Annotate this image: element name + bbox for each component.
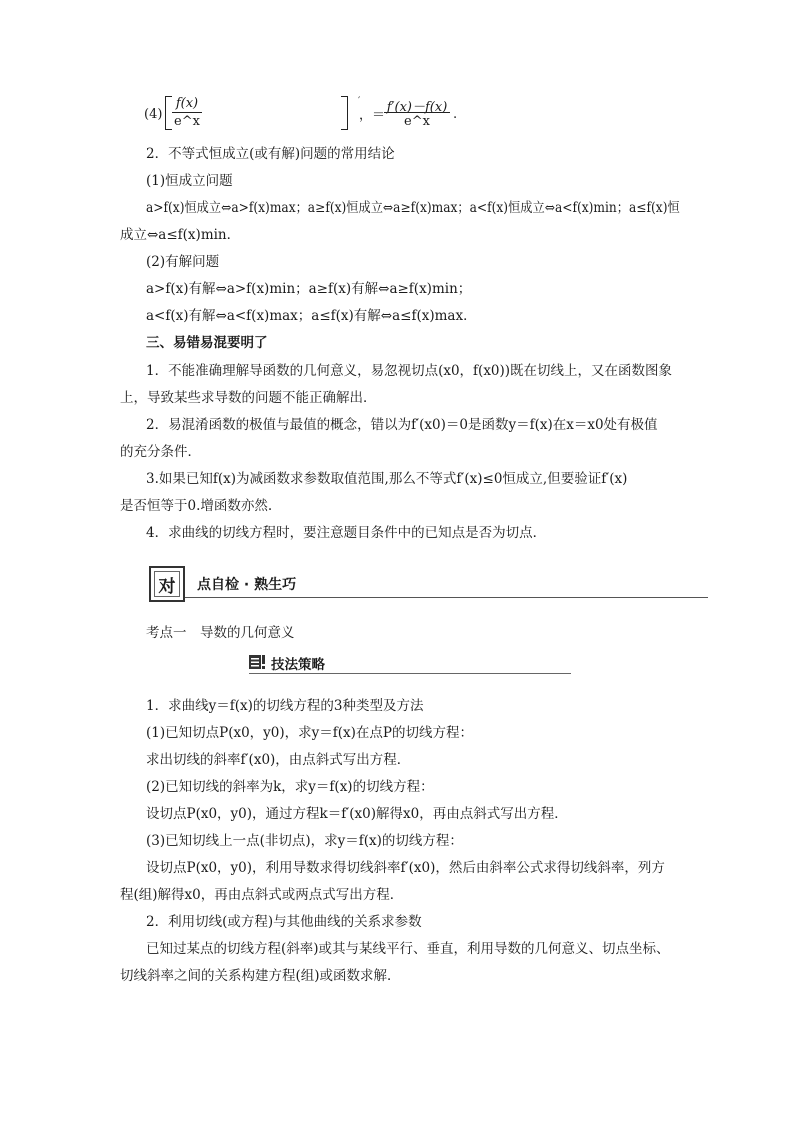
text-line: 3.如果已知f(x)为减函数求参数取值范围,那么不等式f′(x)≤0恒成立,但要验证f′(x) [146, 471, 628, 487]
text-line: 设切点P(x0，y0)，通过方程k＝f′(x0)解得x0，再由点斜式写出方程． [146, 806, 568, 822]
subheading-always-true: (1)恒成立问题 [146, 173, 233, 189]
prime-mark: ′ [358, 96, 361, 107]
text-line: 设切点P(x0，y0)，利用导数求得切线斜率f′(x0)，然后由斜率公式求得切线斜率，列方 [146, 860, 665, 876]
text-line: 已知过某点的切线方程(斜率)或其与某线平行、垂直，利用导数的几何意义、切点坐标、 [146, 941, 670, 957]
text-line: 程(组)解得x0，再由点斜式或两点式写出方程． [120, 887, 404, 903]
fraction-numerator: f(x) [175, 96, 199, 111]
text-line: (3)已知切线上一点(非切点)，求y＝f(x)的切线方程： [146, 833, 463, 849]
text-line: a>f(x)有解⇔a>f(x)min；a≥f(x)有解⇔a≥f(x)min； [146, 281, 472, 297]
heading-inequality-conclusions: 2．不等式恒成立(或有解)问题的常用结论 [146, 146, 395, 162]
formula-label: (4) [144, 107, 163, 122]
result-numerator: f′(x)－f(x) [386, 100, 448, 115]
text-line: 上，导致某些求导数的问题不能正确解出． [120, 390, 377, 406]
text-line: (1)已知切点P(x0，y0)，求y＝f(x)在点P的切线方程： [146, 725, 474, 741]
equals-sign: ＝ [372, 108, 386, 123]
text-line: a>f(x)恒成立⇔a>f(x)max；a≥f(x)恒成立⇔a≥f(x)max；a<f(x)恒成立⇔a<f(x)min；a≤f(x)恒 [146, 200, 680, 216]
strategy-icon [249, 655, 265, 669]
result-denominator: e^x [404, 114, 430, 129]
section-badge-char: 对 [154, 571, 180, 597]
text-line: a<f(x)有解⇔a<f(x)max；a≤f(x)有解⇔a≤f(x)max． [146, 308, 477, 324]
left-bracket [165, 96, 172, 130]
text-line: 1．不能准确理解导函数的几何意义，易忽视切点(x0，f(x0))既在切线上，又在函数图象 [146, 363, 673, 379]
text-line: 是否恒等于0.增函数亦然. [120, 498, 273, 514]
heading-common-mistakes: 三、易错易混要明了 [146, 335, 268, 351]
formula-end: . [453, 107, 458, 122]
text-line: 求出切线的斜率f′(x0)，由点斜式写出方程． [146, 752, 411, 768]
text-line: 切线斜率之间的关系构建方程(组)或函数求解． [120, 968, 401, 984]
right-bracket [341, 96, 348, 130]
formula-comma: ， [359, 108, 373, 123]
result-fraction-bar [384, 112, 450, 113]
text-line: 的充分条件． [120, 444, 201, 460]
text-line: (2)已知切线的斜率为k，求y＝f(x)的切线方程： [146, 779, 434, 795]
text-line: 成立⇔a≤f(x)min． [120, 227, 241, 243]
kaodian-title: 考点一 导数的几何意义 [146, 625, 295, 641]
text-line: 4．求曲线的切线方程时，要注意题目条件中的已知点是否为切点． [146, 525, 547, 541]
text-line: 2．易混淆函数的极值与最值的概念，错以为f′(x0)＝0是函数y＝f(x)在x＝x0处有极值 [146, 417, 658, 433]
strategy-title: 技法策略 [271, 657, 325, 673]
section-title: 点自检 · 熟生巧 [197, 577, 297, 593]
subheading-has-solution: (2)有解问题 [146, 254, 220, 270]
strategy-divider [249, 673, 571, 674]
fraction-bar [172, 112, 202, 113]
fraction-denominator: e^x [174, 114, 200, 129]
section-badge [149, 566, 185, 602]
section-divider [185, 597, 708, 598]
text-line: 2．利用切线(或方程)与其他曲线的关系求参数 [146, 914, 422, 930]
text-line: 1．求曲线y＝f(x)的切线方程的3种类型及方法 [146, 698, 424, 714]
